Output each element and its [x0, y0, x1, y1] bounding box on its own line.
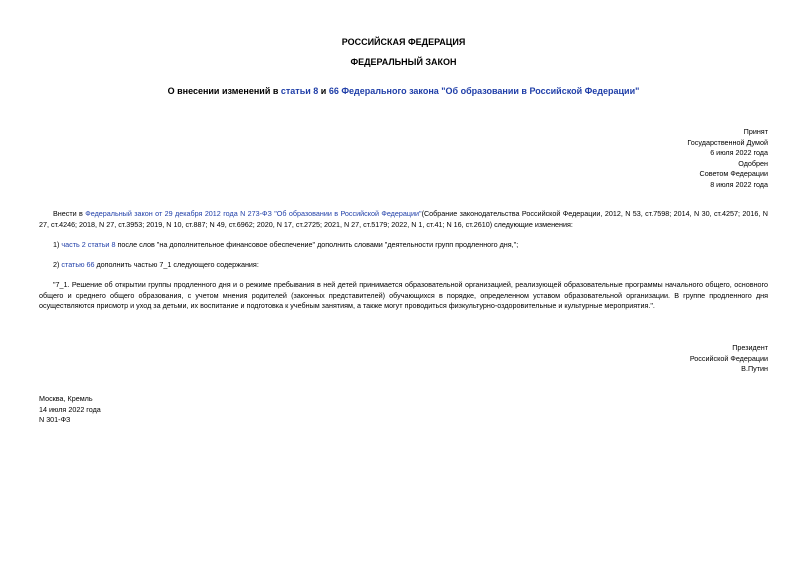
- state-duma-label: Государственной Думой: [687, 137, 768, 147]
- place-date-block: [39, 394, 101, 426]
- item1-text: после слов "на дополнительное финансовое обеспечение" дополнить словами "деятельности групп продленного дня,";: [115, 240, 519, 249]
- federation-council-label: Советом Федерации: [699, 169, 768, 178]
- adopted-label: Принят: [743, 127, 768, 136]
- russian-federation-label: Российской Федерации: [689, 353, 768, 363]
- amendment-item-1: [39, 240, 768, 251]
- item2-text: дополнить частью 7_1 следующего содержания:: [94, 260, 259, 269]
- intro-suffix: (Собрание законодательства Российской Федерации, 2012, N 53, ст.7598; 2014, N 30, ст.4257; 2016, N 27, ст.4246; 2018, N 27, ст.3953; 2019, N 10, ст.887; N 49, ст.6962; 2020, N 17, ст.2725; 2021, N 27, ст.5179; 2022, N 1, ст.41; N 16, ст.2610) следующие изменения:: [39, 209, 768, 229]
- education-law-link[interactable]: 66 Федерального закона "Об образовании в Российской Федерации": [328, 86, 640, 96]
- country-heading: РОССИЙСКАЯ ФЕДЕРАЦИЯ: [341, 37, 466, 47]
- quoted-amendment: "7_1. Решение об открытии группы продленного дня и о режиме пребывания в ней детей принимается образовательной организацией, реализующей образовательные программы начального общего, основного общего и среднего общего образования, с учетом мнения родителей (законных представителей) обучающихся в порядке, определенном уставом образовательной организации. В группе продленного дня осуществляются присмотр и уход за детьми, их воспитание и подготовка к учебным занятиям, а также могут проводиться физкультурно-оздоровительные и культурные мероприятия.".: [39, 280, 768, 311]
- president-label: Президент: [732, 343, 768, 352]
- approved-date: 8 июля 2022 года: [710, 179, 768, 189]
- approved-label: Одобрен: [738, 158, 768, 168]
- law-title: [0, 86, 807, 97]
- federal-law-273-link[interactable]: Федеральный закон от 29 декабря 2012 года N 273-ФЗ "Об образовании в Российской Федерации": [85, 209, 422, 218]
- signature-block: [690, 343, 768, 375]
- intro-prefix: Внести в: [53, 209, 86, 218]
- adopted-date: 6 июля 2022 года: [710, 148, 768, 157]
- intro-paragraph: [39, 209, 768, 230]
- signatory-name: В.Путин: [741, 364, 768, 373]
- amendment-item-2: [39, 260, 768, 271]
- doc-type-heading: ФЕДЕРАЛЬНЫЙ ЗАКОН: [350, 57, 457, 67]
- title-mid: и: [318, 86, 329, 96]
- article-66-link[interactable]: статью 66: [61, 260, 95, 269]
- item1-number: 1): [53, 240, 62, 249]
- place-label: Москва, Кремль: [39, 394, 93, 403]
- signing-date: 14 июля 2022 года: [39, 404, 101, 414]
- item2-number: 2): [53, 260, 62, 269]
- law-number: N 301-ФЗ: [39, 415, 71, 424]
- title-prefix: О внесении изменений в: [167, 86, 281, 96]
- article-8-link[interactable]: статьи 8: [280, 86, 319, 96]
- part-2-article-8-link[interactable]: часть 2 статьи 8: [61, 240, 116, 249]
- adoption-block: [687, 127, 768, 190]
